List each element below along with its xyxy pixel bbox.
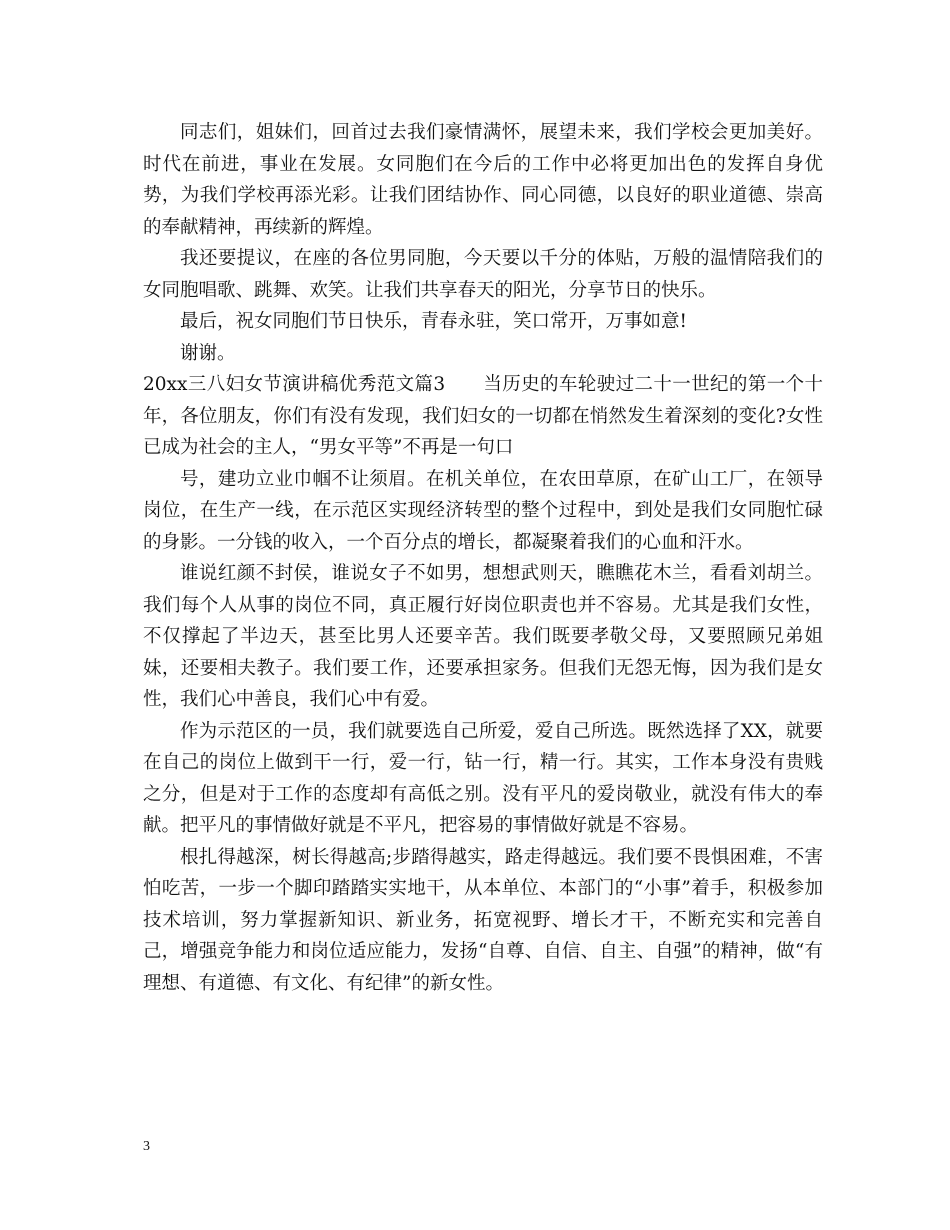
paragraph-9: 根扎得越深，树长得越高;步踏得越实，路走得越远。我们要不畏惧困难，不害怕吃苦，一步一个脚印踏踏实实地干，从本单位、本部门的“小事”着手，积极参加技术培训，努力掌握新知识、新业务，拓宽视野、增长才干，不断充实和完善自己，增强竞争能力和岗位适应能力，发扬“自尊、自信、自主、自强”的精神，做“有理想、有道德、有文化、有纪律”的新女性。 [143,846,823,994]
paragraph-2: 我还要提议，在座的各位男同胞，今天要以千分的体贴，万般的温情陪我们的女同胞唱歌、跳舞、欢笑。让我们共享春天的阳光，分享节日的快乐。 [143,248,823,301]
paragraph-3: 最后，祝女同胞们节日快乐，青春永驻，笑口常开，万事如意! [180,311,687,332]
paragraph-4: 谢谢。 [180,342,236,364]
document-body [143,117,823,999]
page-number: 3 [143,1139,150,1154]
paragraph-5-heading: 20xx三八妇女节演讲稿优秀范文篇3 当历史的车轮驶过二十一世纪的第一个十年，各位朋友，你们有没有发现，我们妇女的一切都在悄然发生着深刻的变化?女性已成为社会的主人，“男女平等”不再是一句口 [143,374,823,458]
paragraph-8: 作为示范区的一员，我们就要选自己所爱，爱自己所选。既然选择了XX，就要在自己的岗位上做到干一行，爱一行，钻一行，精一行。其实，工作本身没有贵贱之分，但是对于工作的态度却有高低之别。没有平凡的爱岗敬业，就没有伟大的奉献。把平凡的事情做好就是不平凡，把容易的事情做好就是不容易。 [143,720,823,836]
paragraph-7: 谁说红颜不封侯，谁说女子不如男，想想武则天，瞧瞧花木兰，看看刘胡兰。我们每个人从事的岗位不同，真正履行好岗位职责也并不容易。尤其是我们女性，不仅撑起了半边天，甚至比男人还要辛苦。我们既要孝敬父母，又要照顾兄弟姐妹，还要相夫教子。我们要工作，还要承担家务。但我们无怨无悔，因为我们是女性，我们心中善良，我们心中有爱。 [143,563,823,710]
paragraph-6: 号，建功立业巾帼不让须眉。在机关单位，在农田草原，在矿山工厂，在领导岗位，在生产一线，在示范区实现经济转型的整个过程中，到处是我们女同胞忙碌的身影。一分钱的收入，一个百分点的增长，都凝聚着我们的心血和汗水。 [143,468,823,553]
paragraph-1: 同志们，姐妹们，回首过去我们豪情满怀，展望未来，我们学校会更加美好。时代在前进，事业在发展。女同胞们在今后的工作中必将更加出色的发挥自身优势，为我们学校再添光彩。让我们团结协作、同心同德，以良好的职业道德、崇高的奉献精神，再续新的辉煌。 [143,122,823,238]
